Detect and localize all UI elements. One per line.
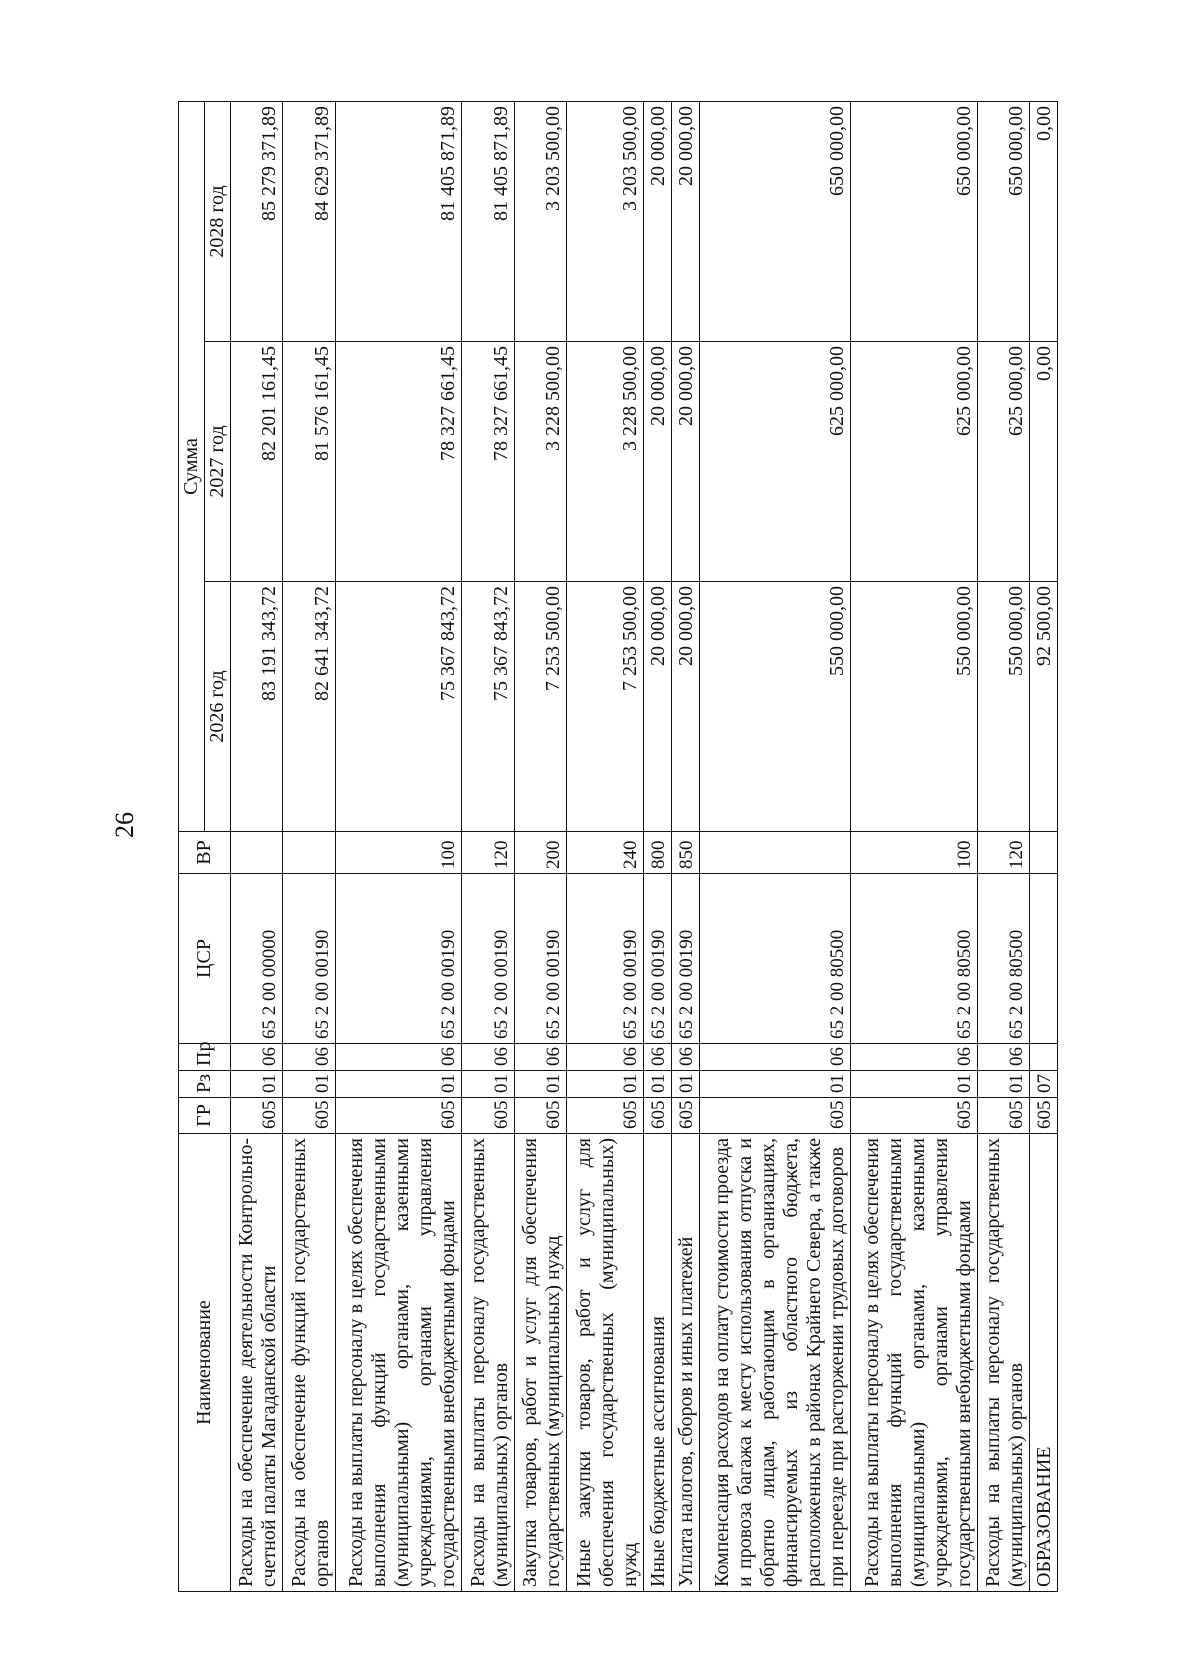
row-pr: 06 [514, 1044, 566, 1071]
row-gr: 605 [700, 1098, 851, 1134]
row-2026: 7 253 500,00 [567, 582, 644, 832]
row-2028: 650 000,00 [977, 101, 1029, 341]
budget-table-rotated [178, 102, 1058, 1592]
row-2027: 20 000,00 [672, 342, 700, 582]
row-csr: 65 2 00 00190 [672, 874, 700, 1044]
table-row [283, 101, 335, 1591]
header-2027: 2027 год [205, 342, 231, 582]
row-csr: 65 2 00 00190 [644, 874, 672, 1044]
row-vr: 850 [672, 832, 700, 874]
header-vr: ВР [179, 832, 231, 874]
row-2028: 0,00 [1030, 101, 1058, 341]
header-csr: ЦСР [179, 874, 231, 1044]
row-rz: 07 [1030, 1071, 1058, 1098]
row-vr [1030, 832, 1058, 874]
row-rz: 01 [644, 1071, 672, 1098]
row-gr: 605 [514, 1098, 566, 1134]
row-name: Уплата налогов, сборов и иных платежей [672, 1134, 700, 1592]
table-row [462, 101, 514, 1591]
header-gr: ГР [179, 1098, 231, 1134]
row-name: Закупка товаров, работ и услуг для обеспечения государственных (муниципальных) нужд [514, 1134, 566, 1592]
row-2027: 625 000,00 [700, 342, 851, 582]
row-gr: 605 [283, 1098, 335, 1134]
row-rz: 01 [977, 1071, 1029, 1098]
row-2026: 550 000,00 [700, 582, 851, 832]
row-vr: 100 [851, 832, 977, 874]
row-rz: 01 [700, 1071, 851, 1098]
row-2028: 3 203 500,00 [567, 101, 644, 341]
row-2027: 20 000,00 [644, 342, 672, 582]
row-2027: 78 327 661,45 [462, 342, 514, 582]
row-2026: 92 500,00 [1030, 582, 1058, 832]
row-2026: 83 191 343,72 [231, 582, 283, 832]
header-sum: Сумма [179, 101, 205, 831]
row-2026: 20 000,00 [644, 582, 672, 832]
row-vr: 100 [335, 832, 461, 874]
row-rz: 01 [335, 1071, 461, 1098]
header-pr: Пр [179, 1044, 231, 1071]
row-csr: 65 2 00 00190 [567, 874, 644, 1044]
row-rz: 01 [231, 1071, 283, 1098]
row-pr: 06 [700, 1044, 851, 1071]
row-name: Расходы на обеспечение деятельности Контрольно-счетной палаты Магаданской области [231, 1134, 283, 1592]
row-2028: 81 405 871,89 [462, 101, 514, 341]
row-2027: 625 000,00 [851, 342, 977, 582]
row-name: Расходы на обеспечение функций государственных органов [283, 1134, 335, 1592]
row-pr: 06 [977, 1044, 1029, 1071]
row-vr [700, 832, 851, 874]
row-pr: 06 [335, 1044, 461, 1071]
row-gr: 605 [1030, 1098, 1058, 1134]
row-rz: 01 [462, 1071, 514, 1098]
row-pr: 06 [462, 1044, 514, 1071]
row-2028: 650 000,00 [851, 101, 977, 341]
row-name: ОБРАЗОВАНИЕ [1030, 1134, 1058, 1592]
row-2027: 0,00 [1030, 342, 1058, 582]
row-csr: 65 2 00 00190 [514, 874, 566, 1044]
row-gr: 605 [644, 1098, 672, 1134]
row-rz: 01 [672, 1071, 700, 1098]
row-vr: 120 [462, 832, 514, 874]
row-name: Компенсация расходов на оплату стоимости проезда и провоза багажа к месту использования отпуска и обратно лицам, работающим в организациях, финансируемых из областного бюджета, расположенных в районах Крайнего Севера, а также при переезде при расторжении трудовых договоров [700, 1134, 851, 1592]
row-csr: 65 2 00 80500 [700, 874, 851, 1044]
row-csr: 65 2 00 80500 [977, 874, 1029, 1044]
row-name: Расходы на выплаты персоналу в целях обеспечения выполнения функций государственными (муниципальными) органами, казенными учреждениями, органами управления государственными внебюджетными фондами [851, 1134, 977, 1592]
table-row [851, 101, 977, 1591]
row-vr: 200 [514, 832, 566, 874]
row-name: Иные закупки товаров, работ и услуг для обеспечения государственных (муниципальных) нужд [567, 1134, 644, 1592]
row-2028: 650 000,00 [700, 101, 851, 341]
row-csr: 65 2 00 00190 [462, 874, 514, 1044]
row-2028: 20 000,00 [644, 101, 672, 341]
row-rz: 01 [851, 1071, 977, 1098]
table-row [977, 101, 1029, 1591]
row-vr [231, 832, 283, 874]
row-csr: 65 2 00 80500 [851, 874, 977, 1044]
row-pr [1030, 1044, 1058, 1071]
row-csr: 65 2 00 00000 [231, 874, 283, 1044]
row-name: Расходы на выплаты персоналу государственных (муниципальных) органов [462, 1134, 514, 1592]
table-body [231, 101, 1058, 1591]
row-csr [1030, 874, 1058, 1044]
row-2028: 3 203 500,00 [514, 101, 566, 341]
row-2026: 7 253 500,00 [514, 582, 566, 832]
row-2026: 550 000,00 [977, 582, 1029, 832]
row-2027: 81 576 161,45 [283, 342, 335, 582]
row-gr: 605 [672, 1098, 700, 1134]
header-rz: Рз [179, 1071, 231, 1098]
row-rz: 01 [567, 1071, 644, 1098]
row-2027: 3 228 500,00 [567, 342, 644, 582]
header-2028: 2028 год [205, 101, 231, 341]
row-pr: 06 [567, 1044, 644, 1071]
row-2028: 85 279 371,89 [231, 101, 283, 341]
table-row [335, 101, 461, 1591]
row-2028: 20 000,00 [672, 101, 700, 341]
row-pr: 06 [231, 1044, 283, 1071]
row-2028: 81 405 871,89 [335, 101, 461, 341]
table-row [567, 101, 644, 1591]
row-vr: 120 [977, 832, 1029, 874]
row-2026: 75 367 843,72 [462, 582, 514, 832]
table-row [644, 101, 672, 1591]
header-row [179, 101, 205, 1591]
row-2027: 82 201 161,45 [231, 342, 283, 582]
budget-table [178, 101, 1058, 1592]
row-2026: 20 000,00 [672, 582, 700, 832]
row-2026: 75 367 843,72 [335, 582, 461, 832]
row-gr: 605 [335, 1098, 461, 1134]
row-2028: 84 629 371,89 [283, 101, 335, 341]
table-row [514, 101, 566, 1591]
row-name: Расходы на выплаты персоналу в целях обеспечения выполнения функций государственными (муниципальными) органами, казенными учреждениями, органами управления государственными внебюджетными фондами [335, 1134, 461, 1592]
row-name: Расходы на выплаты персоналу государственных (муниципальных) органов [977, 1134, 1029, 1592]
row-2027: 78 327 661,45 [335, 342, 461, 582]
row-rz: 01 [283, 1071, 335, 1098]
row-name: Иные бюджетные ассигнования [644, 1134, 672, 1592]
table-row [1030, 101, 1058, 1591]
row-2027: 625 000,00 [977, 342, 1029, 582]
row-gr: 605 [977, 1098, 1029, 1134]
row-gr: 605 [567, 1098, 644, 1134]
row-vr: 240 [567, 832, 644, 874]
row-2026: 550 000,00 [851, 582, 977, 832]
row-vr [283, 832, 335, 874]
row-csr: 65 2 00 00190 [283, 874, 335, 1044]
header-name: Наименование [179, 1134, 231, 1592]
row-gr: 605 [462, 1098, 514, 1134]
row-gr: 605 [231, 1098, 283, 1134]
header-2026: 2026 год [205, 582, 231, 832]
row-rz: 01 [514, 1071, 566, 1098]
row-csr: 65 2 00 00190 [335, 874, 461, 1044]
row-vr: 800 [644, 832, 672, 874]
row-2026: 82 641 343,72 [283, 582, 335, 832]
row-pr: 06 [672, 1044, 700, 1071]
table-row [700, 101, 851, 1591]
row-pr: 06 [851, 1044, 977, 1071]
row-gr: 605 [851, 1098, 977, 1134]
table-row [231, 101, 283, 1591]
table-row [672, 101, 700, 1591]
row-2027: 3 228 500,00 [514, 342, 566, 582]
page-number: 26 [110, 812, 139, 838]
row-pr: 06 [644, 1044, 672, 1071]
row-pr: 06 [283, 1044, 335, 1071]
